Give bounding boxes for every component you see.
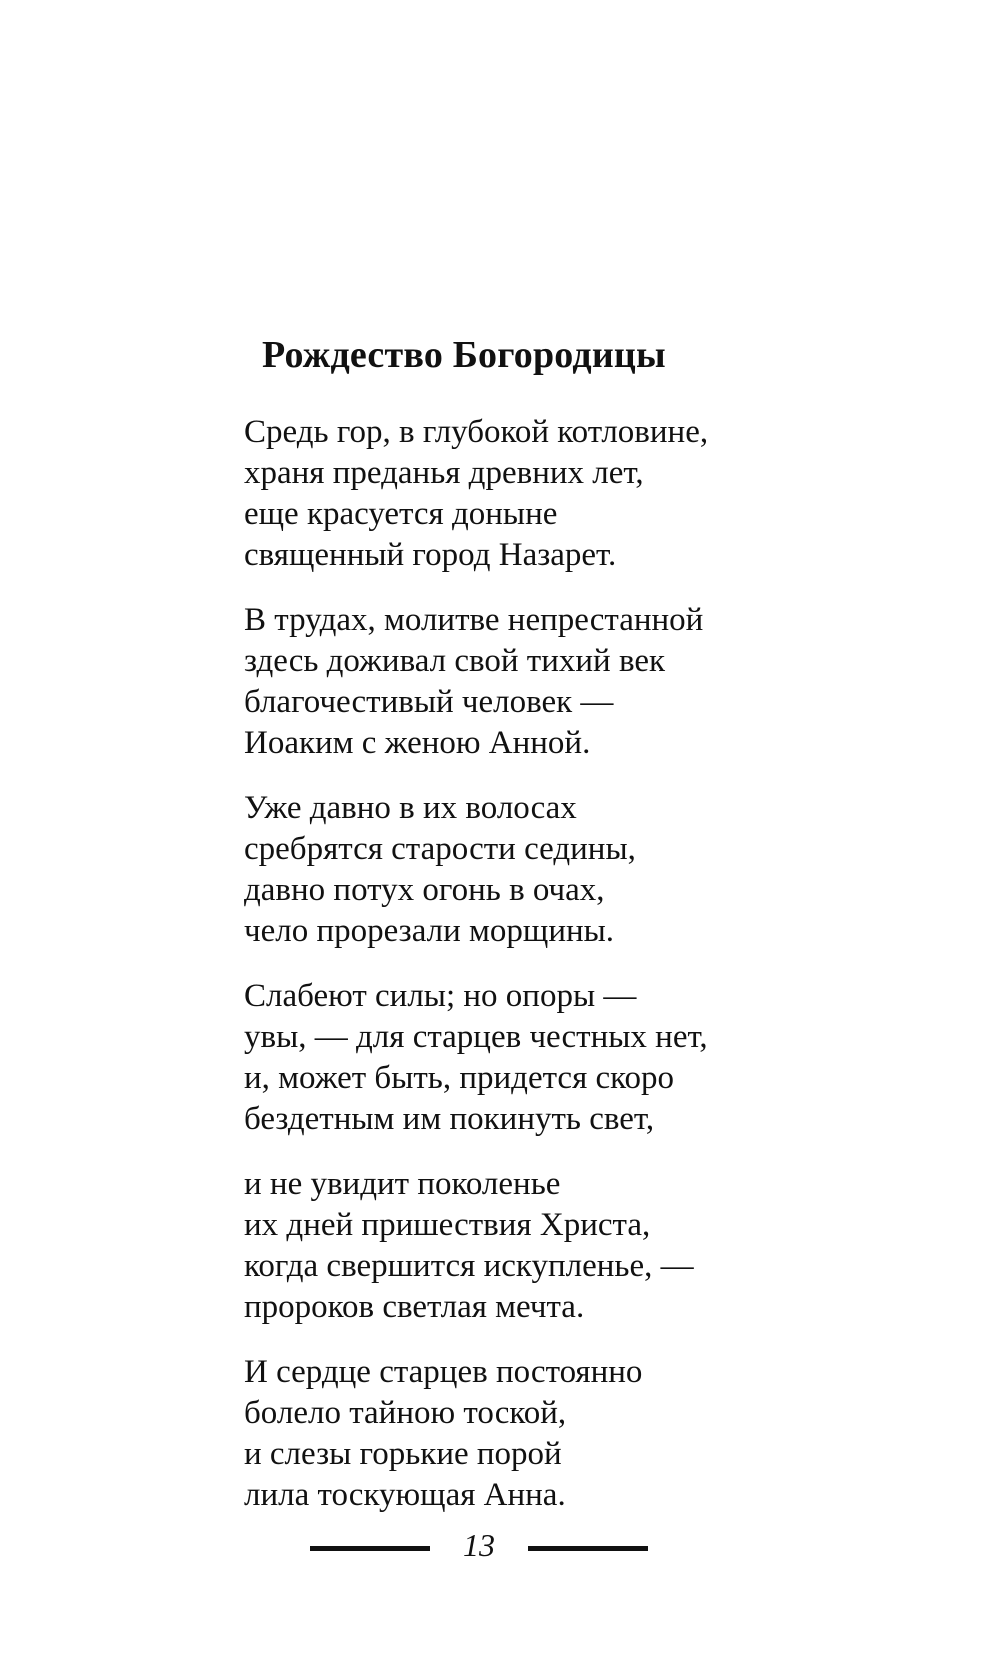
poem-line: чело прорезали морщины.: [244, 913, 615, 949]
poem-line: Средь гор, в глубокой котловине,: [244, 414, 709, 450]
poem-line: и слезы горькие порой: [244, 1436, 562, 1472]
poem-line: В трудах, молитве непрестанной: [244, 602, 704, 638]
poem-line: давно потух огонь в очах,: [244, 872, 605, 908]
poem-line: здесь доживал свой тихий век: [244, 643, 666, 679]
poem-line: и, может быть, придется скоро: [244, 1060, 674, 1096]
poem-line: болело тайною тоской,: [244, 1395, 567, 1431]
footer-rule-left: [310, 1546, 430, 1551]
poem-body: [244, 412, 864, 1540]
footer-rule-right: [528, 1546, 648, 1551]
poem-line: когда свершится искупленье, —: [244, 1248, 694, 1284]
page-footer: [310, 1527, 650, 1567]
poem-line: Иоаким с женою Анной.: [244, 725, 591, 761]
stanza: [244, 788, 864, 952]
poem-title: Рождество Богородицы: [262, 334, 666, 376]
page-number: 13: [463, 1527, 495, 1563]
poem-line: И сердце старцев постоянно: [244, 1354, 643, 1390]
poem-line: сребрятся старости седины,: [244, 831, 636, 867]
poem-line: еще красуется доныне: [244, 496, 558, 532]
stanza: [244, 1352, 864, 1516]
poem-line: бездетным им покинуть свет,: [244, 1101, 655, 1137]
poem-line: храня преданья древних лет,: [244, 455, 644, 491]
poem-line: благочестивый человек —: [244, 684, 614, 720]
poem-line: пророков светлая мечта.: [244, 1289, 585, 1325]
poem-line: Уже давно в их волосах: [244, 790, 577, 826]
poem-line: лила тоскующая Анна.: [244, 1477, 566, 1513]
poem-line: их дней пришествия Христа,: [244, 1207, 651, 1243]
poem-line: и не увидит поколенье: [244, 1166, 561, 1202]
poem-line: увы, — для старцев честных нет,: [244, 1019, 708, 1055]
poem-line: Слабеют силы; но опоры —: [244, 978, 637, 1014]
stanza: [244, 600, 864, 764]
stanza: [244, 976, 864, 1140]
stanza: [244, 1164, 864, 1328]
poem-line: священный город Назарет.: [244, 537, 617, 573]
stanza: [244, 412, 864, 576]
